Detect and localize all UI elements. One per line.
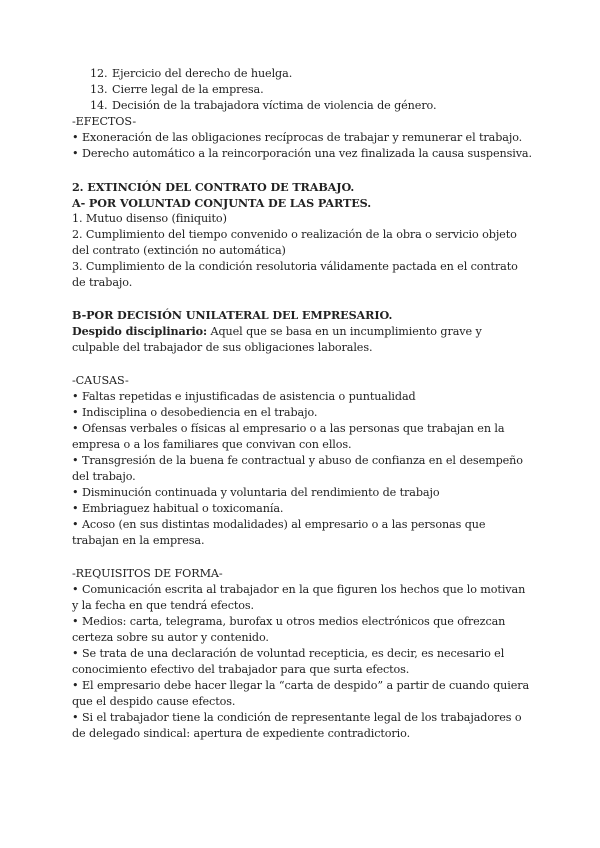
causas-item: • Embriaguez habitual o toxicomanía. — [72, 502, 284, 516]
requisitos-item: • El empresario debe hacer llegar la “carta de despido” a partir de cuando quiera que el despido cause efectos. — [72, 679, 530, 709]
section-title-extincion: 2. EXTINCIÓN DEL CONTRATO DE TRABAJO. — [72, 179, 355, 194]
requisitos-item: • Comunicación escrita al trabajador en la que figuren los hechos que lo motivan y la fecha en que tendrá efectos. — [72, 582, 526, 612]
list-item — [72, 98, 532, 114]
causas-item: • Faltas repetidas e injustificadas de asistencia o puntualidad — [72, 389, 416, 403]
subsection-title-decision: B-POR DECISIÓN UNILATERAL DEL EMPRESARIO. — [72, 308, 393, 323]
efectos-item: • Derecho automático a la reincorporación una vez finalizada la causa suspensiva. — [72, 147, 532, 161]
definition-text: Aquel que se basa en un incumplimiento grave y culpable del trabajador de sus obligaciones laborales. — [72, 325, 482, 355]
causas-heading: -CAUSAS- — [72, 373, 129, 387]
definition-paragraph — [72, 323, 532, 356]
item-text: Decisión de la trabajadora víctima de violencia de género. — [112, 99, 437, 113]
item-number: 14. — [90, 99, 108, 113]
item-text: Cierre legal de la empresa. — [112, 83, 264, 97]
requisitos-item: • Medios: carta, telegrama, burofax u otros medios electrónicos que ofrezcan certeza sobre su autor y contenido. — [72, 614, 506, 644]
causas-item: • Transgresión de la buena fe contractual y abuso de confianza en el desempeño del trabajo. — [72, 453, 523, 484]
list-item — [72, 82, 532, 98]
causas-item: • Ofensas verbales o físicas al empresario o a las personas que trabajan en la empresa o a los familiares que convivan con ellos. — [72, 421, 505, 451]
extincion-item: 1. Mutuo disenso (finiquito) — [72, 211, 227, 225]
causas-item: • Disminución continuada y voluntaria del rendimiento de trabajo — [72, 486, 440, 500]
efectos-heading: -EFECTOS- — [72, 115, 137, 129]
extincion-item: 3. Cumplimiento de la condición resolutoria válidamente pactada en el contrato de trabajo. — [72, 260, 518, 290]
item-number: 12. — [90, 67, 108, 80]
item-text: Ejercicio del derecho de huelga. — [112, 67, 293, 80]
list-item — [72, 66, 532, 82]
numbered-list — [72, 66, 532, 114]
document-page — [72, 66, 532, 743]
subsection-title-voluntad: A- POR VOLUNTAD CONJUNTA DE LAS PARTES. — [72, 195, 372, 210]
requisitos-item: • Se trata de una declaración de voluntad recepticia, es decir, es necesario el conocimiento efectivo del trabajador para que surta efectos. — [72, 647, 505, 677]
causas-item: • Indisciplina o desobediencia en el trabajo. — [72, 405, 318, 419]
requisitos-item: • Si el trabajador tiene la condición de representante legal de los trabajadores o de delegado sindical: apertura de expediente contradictorio. — [72, 711, 522, 741]
definition-term: Despido disciplinario: — [72, 324, 208, 339]
item-number: 13. — [90, 83, 108, 97]
requisitos-heading: -REQUISITOS DE FORMA- — [72, 566, 223, 580]
efectos-item: • Exoneración de las obligaciones recíprocas de trabajar y remunerar el trabajo. — [72, 131, 523, 145]
extincion-item: 2. Cumplimiento del tiempo convenido o realización de la obra o servicio objeto del contrato (extinción no automática) — [72, 227, 517, 257]
causas-item: • Acoso (en sus distintas modalidades) al empresario o a las personas que trabajan en la empresa. — [72, 518, 486, 548]
